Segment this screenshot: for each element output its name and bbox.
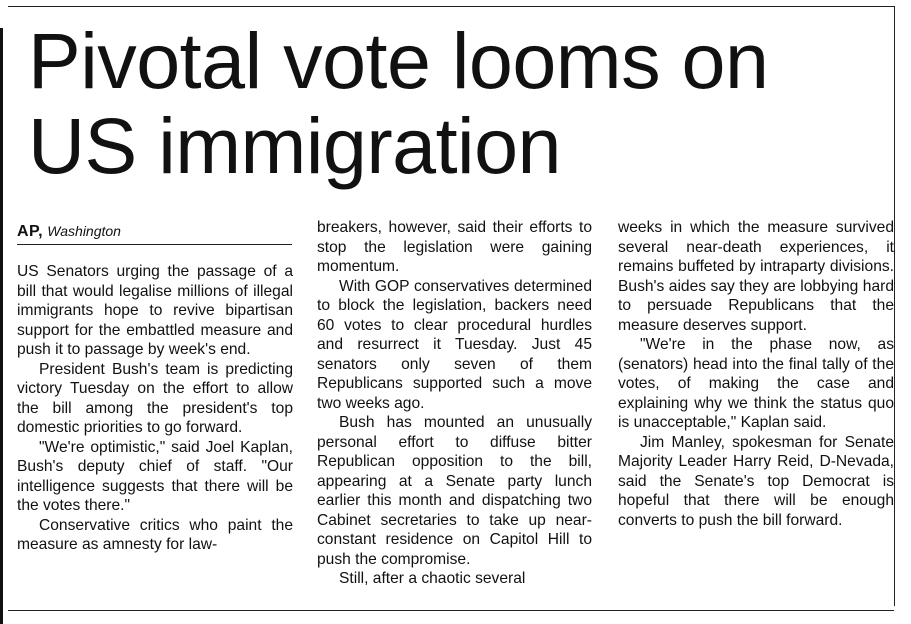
column-3-paragraph: "We're in the phase now, as (senators) head into the final tally of the votes, of making the case and explaining why we think the status quo is unacceptable," Kaplan said. <box>618 336 894 431</box>
column-2-paragraph: Still, after a chaotic several <box>339 570 526 587</box>
bottom-rule <box>8 610 894 611</box>
column-1-paragraph: Conservative critics who paint the measure as amnesty for law- <box>17 516 293 553</box>
right-rule <box>894 6 895 606</box>
column-1-paragraph: US Senators urging the passage of a bill that would legalise millions of illegal immigrants hope to revive bipartisan support for the embattled measure and push it to passage by week's end. <box>17 263 293 358</box>
column-3-paragraph: Jim Manley, spokesman for Senate Majority Leader Harry Reid, D-Nevada, said the Senate's top Democrat is hopeful that there will be enough converts to push the bill forward. <box>618 433 894 529</box>
left-rule <box>0 28 3 624</box>
byline-agency: AP, <box>17 223 44 240</box>
column-2-paragraph: With GOP conservatives determined to block the legislation, backers need 60 votes to clear procedural hurdles and resurrect it Tuesday. Just 45 senators only seven of them Republicans supported such a move two weeks ago. <box>317 277 592 412</box>
byline <box>17 221 292 245</box>
byline-location: Washington <box>47 223 121 239</box>
headline: Pivotal vote looms on US immigration <box>28 16 769 190</box>
column-1-paragraph: President Bush's team is predicting victory Tuesday on the effort to allow the bill among the president's top domestic priorities to go forward. <box>17 360 293 436</box>
article-column-1 <box>17 262 293 555</box>
article-column-3 <box>618 218 894 530</box>
column-2-paragraph: breakers, however, said their efforts to stop the legislation were gaining momentum. <box>317 219 592 275</box>
column-1-paragraph: "We're optimistic," said Joel Kaplan, Bush's deputy chief of staff. "Our intelligence suggests that there will be the votes there." <box>17 438 293 514</box>
column-2-paragraph: Bush has mounted an unusually personal effort to diffuse bitter Republican opposition to the bill, appearing at a Senate party lunch earlier this month and dispatching two Cabinet secretaries to take up near-constant residence on Capitol Hill to push the compromise. <box>317 414 592 568</box>
top-rule <box>8 6 894 7</box>
column-3-paragraph: weeks in which the measure survived several near-death experiences, it remains buffeted by intraparty divisions. Bush's aides say they are lobbying hard to persuade Republicans that the measure deserves support. <box>618 219 894 334</box>
article-column-2 <box>317 218 592 589</box>
